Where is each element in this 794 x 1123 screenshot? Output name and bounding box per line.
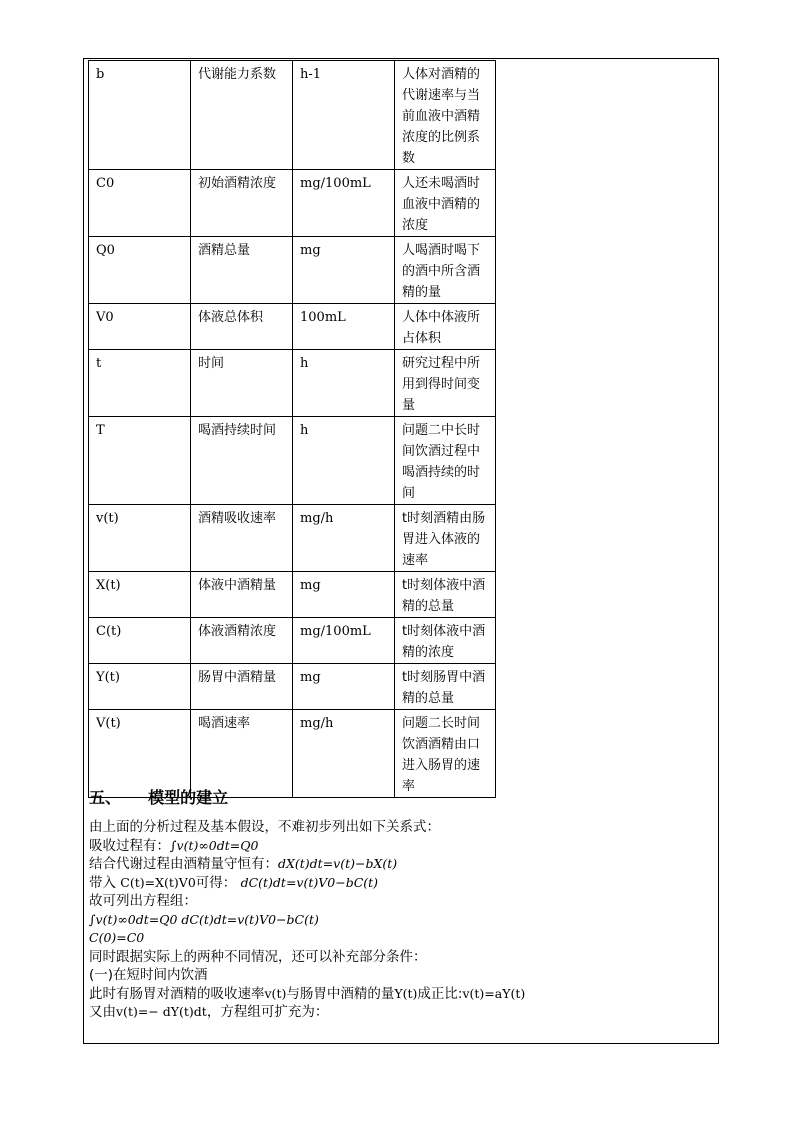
- cell-symbol: b: [89, 61, 191, 170]
- system-line-2: [89, 929, 719, 948]
- cell-symbol: C0: [89, 170, 191, 237]
- subst-formula: dC(t)dt=v(t)V0−bC(t): [240, 874, 379, 890]
- system-formula-2: C(0)=C0: [89, 930, 145, 945]
- metab-label: 结合代谢过程由酒精量守恒有：: [89, 856, 278, 872]
- subst-label: 带入: [89, 874, 116, 891]
- cell-desc: 人体对酒精的代谢速率与当前血液中酒精浓度的比例系数: [395, 61, 496, 170]
- cell-desc: t时刻体液中酒精的总量: [395, 572, 496, 618]
- cell-desc: t时刻肠胃中酒精的总量: [395, 664, 496, 710]
- cell-symbol: v(t): [89, 505, 191, 572]
- metab-formula: dX(t)dt=v(t)−bX(t): [278, 856, 398, 871]
- case1-a: 此时有肠胃对酒精的吸收速率: [89, 985, 265, 1002]
- cell-desc: t时刻体液中酒精的浓度: [395, 618, 496, 664]
- cell-unit: mg: [293, 572, 395, 618]
- last-a: 又由: [89, 1004, 116, 1020]
- table-row: [89, 664, 496, 710]
- table-row: [89, 618, 496, 664]
- metab-line: [89, 855, 719, 874]
- cell-unit: h: [293, 417, 395, 505]
- parameter-table: [88, 60, 496, 798]
- absorb-formula: ∫v(t)∞0dt=Q0: [170, 837, 259, 853]
- table-row: [89, 170, 496, 237]
- cell-desc: 人喝酒时喝下的酒中所含酒精的量: [395, 237, 496, 304]
- cell-symbol: Q0: [89, 237, 191, 304]
- cell-meaning: 体液中酒精量: [191, 572, 293, 618]
- cell-desc: 人还未喝酒时血液中酒精的浓度: [395, 170, 496, 237]
- cell-unit: 100mL: [293, 304, 395, 350]
- supp-line: 同时跟据实际上的两种不同情况，还可以补充部分条件：: [89, 948, 427, 965]
- table-row: [89, 350, 496, 417]
- cell-symbol: V(t): [89, 710, 191, 798]
- cell-meaning: 酒精吸收速率: [191, 505, 293, 572]
- system-formula-1: ∫v(t)∞0dt=Q0 dC(t)dt=v(t)V0−bC(t): [89, 911, 319, 927]
- model-text: [89, 818, 719, 1022]
- subst-def: C(t)=X(t)V0: [120, 874, 196, 890]
- cell-unit: mg/100mL: [293, 170, 395, 237]
- cell-symbol: X(t): [89, 572, 191, 618]
- cell-unit: mg/100mL: [293, 618, 395, 664]
- case1-b: 与肠胃中酒精的量: [286, 985, 395, 1002]
- cell-desc: 研究过程中所用到得时间变量: [395, 350, 496, 417]
- cell-symbol: V0: [89, 304, 191, 350]
- cell-meaning: 代谢能力系数: [191, 61, 293, 170]
- cell-meaning: 喝酒速率: [191, 710, 293, 798]
- last-b: ，方程组可扩充为：: [206, 1004, 329, 1020]
- last-formula: v(t)=− dY(t)dt: [116, 1004, 207, 1019]
- table-row: [89, 417, 496, 505]
- cell-meaning: 时间: [191, 350, 293, 417]
- cell-meaning: 体液酒精浓度: [191, 618, 293, 664]
- cell-desc: 人体中体液所占体积: [395, 304, 496, 350]
- subst-mid: 可得：: [195, 874, 237, 891]
- table-row: [89, 304, 496, 350]
- intro-line: 由上面的分析过程及基本假设，不难初步列出如下关系式：: [89, 819, 440, 835]
- table-row: [89, 572, 496, 618]
- subst-line: [89, 874, 719, 893]
- cell-meaning: 体液总体积: [191, 304, 293, 350]
- cell-meaning: 初始酒精浓度: [191, 170, 293, 237]
- table-row: [89, 237, 496, 304]
- last-line: [89, 1003, 719, 1022]
- cell-symbol: C(t): [89, 618, 191, 664]
- cell-unit: h-1: [293, 61, 395, 170]
- case1-c: 成正比:: [417, 985, 463, 1002]
- cell-symbol: Y(t): [89, 664, 191, 710]
- absorb-label: 吸收过程有：: [89, 837, 170, 854]
- case1-v: v(t): [264, 985, 287, 1001]
- section-title: 模型的建立: [148, 788, 229, 807]
- case1-line: [89, 985, 719, 1004]
- cell-meaning: 肠胃中酒精量: [191, 664, 293, 710]
- cell-desc: 问题二中长时间饮酒过程中喝酒持续的时间: [395, 417, 496, 505]
- table-row: [89, 61, 496, 170]
- cell-unit: mg/h: [293, 505, 395, 572]
- cell-symbol: t: [89, 350, 191, 417]
- cell-unit: mg/h: [293, 710, 395, 798]
- cell-unit: mg: [293, 237, 395, 304]
- cell-desc: t时刻酒精由肠胃进入体液的速率: [395, 505, 496, 572]
- case1-heading: (一)在短时间内饮酒: [89, 967, 208, 983]
- cell-unit: mg: [293, 664, 395, 710]
- system-line-1: [89, 911, 719, 930]
- system-label: 故可列出方程组：: [89, 893, 197, 909]
- section-number: 五、: [89, 788, 122, 807]
- cell-unit: h: [293, 350, 395, 417]
- absorb-line: [89, 837, 719, 856]
- case1-y: Y(t): [394, 985, 418, 1001]
- cell-meaning: 喝酒持续时间: [191, 417, 293, 505]
- table-row: [89, 505, 496, 572]
- cell-meaning: 酒精总量: [191, 237, 293, 304]
- cell-symbol: T: [89, 417, 191, 505]
- cell-desc: 问题二长时间饮酒酒精由口进入肠胃的速率: [395, 710, 496, 798]
- section-heading: [89, 785, 228, 808]
- case1-formula: v(t)=aY(t): [462, 985, 526, 1001]
